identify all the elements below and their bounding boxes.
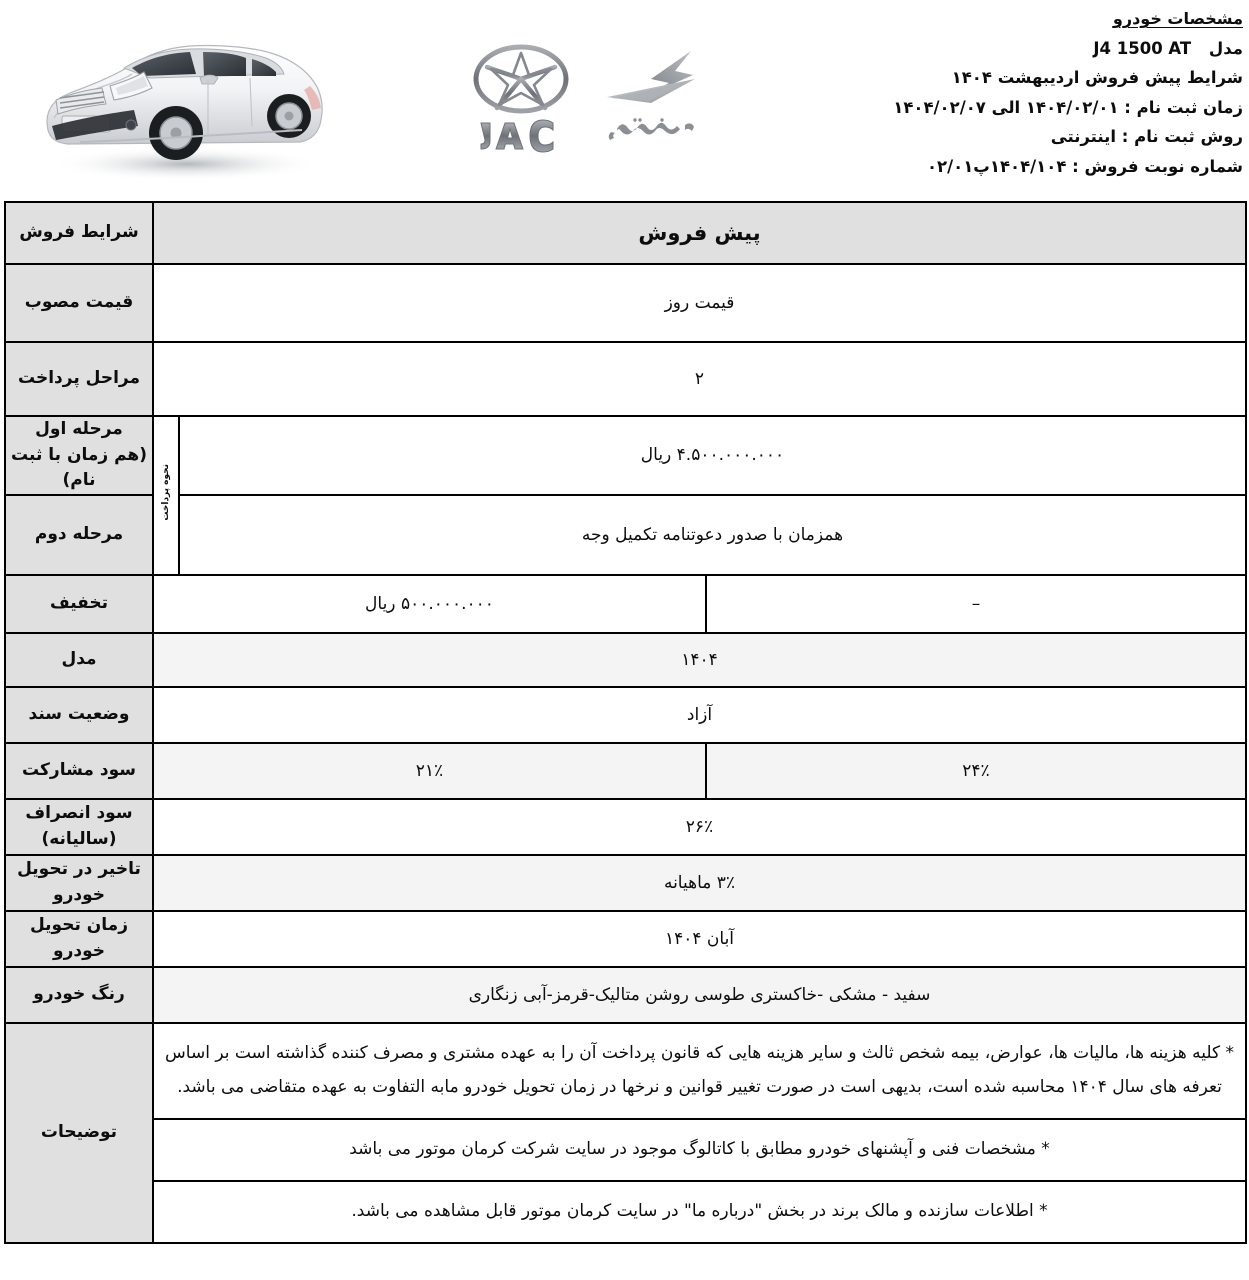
label-payment-stages: مراحل پرداخت [5, 342, 153, 416]
table-row-vehicle-colors [5, 967, 1246, 1023]
value-delivery-time: آبان ۱۴۰۴ [153, 911, 1246, 967]
table-row-delivery-time [5, 911, 1246, 967]
value-discount-right: ۵۰۰.۰۰۰.۰۰۰ ریال [153, 575, 706, 633]
header-registration-time: زمان ثبت نام : ۱۴۰۴/۰۲/۰۱ الی ۱۴۰۴/۰۲/۰۷ [893, 97, 1243, 117]
document-header [0, 0, 1249, 200]
value-approved-price: قیمت روز [153, 264, 1246, 342]
label-cancellation-profit: سود انصراف (سالیانه) [5, 799, 153, 855]
jac-logo [461, 35, 581, 155]
note-text-2: * مشخصات فنی و آپشنهای خودرو مطابق با کاتالوگ موجود در سایت شرکت کرمان موتور می باشد [153, 1119, 1246, 1181]
value-delivery-delay: ۳٪ ماهیانه [153, 855, 1246, 911]
table-row-document-status [5, 687, 1246, 743]
value-discount-left: – [706, 575, 1246, 633]
value-first-stage: ۴.۵۰۰.۰۰۰.۰۰۰ ریال [179, 416, 1246, 495]
label-document-status: وضعیت سند [5, 687, 153, 743]
table-row-model-year [5, 633, 1246, 687]
value-vehicle-colors: سفید - مشکی -خاکستری طوسی روشن متالیک-قرمز-آبی زنگاری [153, 967, 1246, 1023]
label-first-stage-line1: مرحله اول [35, 419, 123, 439]
vehicle-presale-spec-table [4, 201, 1247, 1244]
table-row-approved-price [5, 264, 1246, 342]
label-first-stage-line2: (هم زمان با ثبت نام) [11, 444, 147, 490]
brand-logos [455, 32, 725, 157]
table-row-note-1 [5, 1023, 1246, 1119]
label-delivery-delay: تاخیر در تحویل خودرو [5, 855, 153, 911]
header-text-block [823, 4, 1243, 181]
value-second-stage: همزمان با صدور دعوتنامه تکمیل وجه [179, 495, 1246, 575]
table-row-sale-conditions [5, 202, 1246, 264]
table-row-participation-profit [5, 743, 1246, 799]
model-label: مدل [1208, 38, 1243, 58]
table-row-note-2 [5, 1119, 1246, 1181]
table-row-first-stage [5, 416, 1246, 495]
label-discount: تخفیف [5, 575, 153, 633]
value-cancellation-profit: ۲۶٪ [153, 799, 1246, 855]
table-row-payment-stages [5, 342, 1246, 416]
value-document-status: آزاد [153, 687, 1246, 743]
kerman-motor-logo [599, 35, 719, 155]
payment-method-rotated-text: نحوه پرداخت [160, 464, 171, 522]
table-row-second-stage [5, 495, 1246, 575]
value-participation-profit-left: ۲۴٪ [706, 743, 1246, 799]
header-model-line [823, 34, 1243, 64]
label-participation-profit: سود مشارکت [5, 743, 153, 799]
value-participation-profit-right: ۲۱٪ [153, 743, 706, 799]
header-registration-method: روش ثبت نام : اینترنتی [1050, 127, 1243, 146]
label-delivery-time: زمان تحویل خودرو [5, 911, 153, 967]
table-row-discount [5, 575, 1246, 633]
value-model-year: ۱۴۰۴ [153, 633, 1246, 687]
header-sale-round: شماره نوبت فروش : ۱۴۰۴/۱۰۴پ۰۲/۰۱ [926, 156, 1243, 176]
label-first-stage [5, 416, 153, 495]
label-approved-price: قیمت مصوب [5, 264, 153, 342]
label-notes: توضیحات [5, 1023, 153, 1243]
value-payment-stages: ۲ [153, 342, 1246, 416]
header-conditions: شرایط پیش فروش اردیبهشت ۱۴۰۴ [951, 68, 1243, 87]
car-photo-jac-j4 [18, 8, 348, 188]
note-text-1: * کلیه هزینه ها، مالیات ها، عوارض، بیمه شخص ثالث و سایر هزینه هایی که قانون پرداخت آن را به عهده مشتری و مصرف کننده گذاشته است بر اساس تعرفه های سال ۱۴۰۴ محاسبه شده است، بدیهی است در صورت تغییر قوانین و نرخها در زمان تحویل خودرو مابه التفاوت به عهده متقاضی می باشد. [153, 1023, 1246, 1119]
note-text-3: * اطلاعات سازنده و مالک برند در بخش "درباره ما" در سایت کرمان موتور قابل مشاهده می باشد. [153, 1181, 1246, 1243]
label-payment-method-vertical [153, 416, 179, 575]
label-sale-conditions: شرایط فروش [5, 202, 153, 264]
table-row-delivery-delay [5, 855, 1246, 911]
header-title: مشخصات خودرو [1112, 9, 1243, 28]
model-value: J4 1500 AT [1093, 38, 1192, 58]
table-row-cancellation-profit [5, 799, 1246, 855]
value-sale-conditions: پیش فروش [153, 202, 1246, 264]
label-second-stage: مرحله دوم [5, 495, 153, 575]
label-vehicle-colors: رنگ خودرو [5, 967, 153, 1023]
table-row-note-3 [5, 1181, 1246, 1243]
label-model-year: مدل [5, 633, 153, 687]
